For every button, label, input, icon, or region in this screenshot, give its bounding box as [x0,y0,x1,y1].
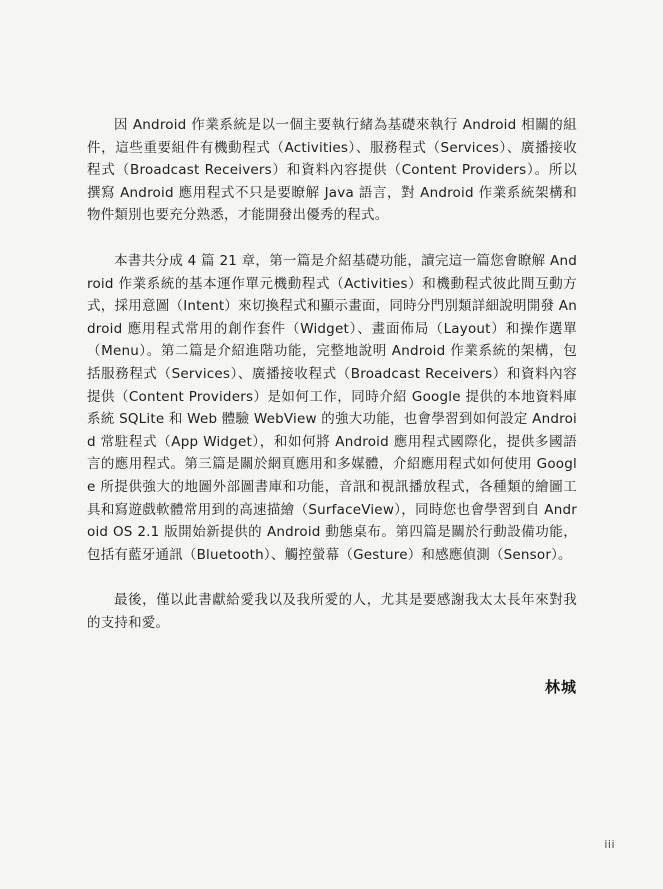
preface-body [87,114,577,634]
author-signature: 林城 [544,678,577,696]
paragraph-dedication: 最後，僅以此書獻給愛我以及我所愛的人，尤其是要感謝我太太長年來對我的支持和愛。 [87,592,577,631]
paragraph-book-structure: 本書共分成 4 篇 21 章，第一篇是介紹基礎功能，讀完這一篇您會瞭解 Android 作業系統的基本運作單元機動程式（Activities）和機動程式彼此間互動方式，採用意圖（Intent）來切換程式和顯示畫面，同時分門別類詳細說明開發 Android 應用程式常用的創作套件（Widget）、畫面佈局（Layout）和操作選單（Menu）。第二篇是介紹進階功能，完整地說明 Android 作業系統的架構，包括服務程式（Services）、廣播接收程式（Broadcast Receivers）和資料內容提供（Content Providers）是如何工作，同時介紹 Google 提供的本地資料庫系統 SQLite 和 Web 體驗 WebView 的強大功能，也會學習到如何設定 Android 常駐程式（App Widget），和如何將 Android 應用程式國際化，提供多國語言的應用程式。第三篇是關於網頁應用和多媒體，介紹應用程式如何使用 Google 所提供強大的地圖外部圖書庫和功能，音訊和視訊播放程式，各種類的繪圖工具和寫遊戲軟體常用到的高速描繪（SurfaceView），同時您也會學習到自 Android OS 2.1 版開始新提供的 Android 動態桌布。第四篇是關於行動設備功能，包括有藍牙通訊（Bluetooth）、觸控螢幕（Gesture）和感應偵測（Sensor）。 [87,252,577,563]
page-number: iii [604,838,615,851]
paragraph-intro: 因 Android 作業系統是以一個主要執行緒為基礎來執行 Android 相關的組件，這些重要組件有機動程式（Activities）、服務程式（Services）、廣播接收程式（Broadcast Receivers）和資料內容提供（Content Providers）。所以撰寫 Android 應用程式不只是要瞭解 Java 語言，對 Android 作業系統架構和物件類別也要充分熟悉，才能開發出優秀的程式。 [87,117,577,224]
